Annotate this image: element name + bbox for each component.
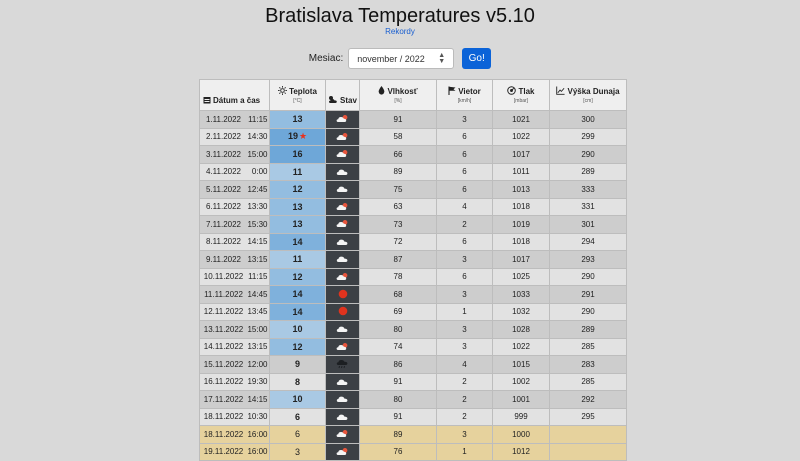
cloud-icon [336, 413, 349, 422]
date-value: 8.11.2022 [206, 237, 241, 247]
temperature-value: 12 [292, 341, 303, 352]
temperature-value: 11 [292, 166, 303, 177]
wind-cell: 2 [437, 408, 493, 426]
humidity-cell: 89 [360, 163, 437, 181]
condition-cell [326, 233, 360, 251]
table-row[interactable] [200, 286, 627, 304]
temperature-cell [270, 181, 326, 199]
pressure-cell: 1013 [493, 181, 550, 199]
cloud-icon [336, 185, 349, 194]
date-time-cell [200, 146, 270, 164]
date-time-cell [200, 321, 270, 339]
table-row[interactable] [200, 163, 627, 181]
column-header-label: Vlhkosť [387, 87, 418, 96]
column-header-hum[interactable] [360, 80, 437, 111]
column-header-stav[interactable] [326, 80, 360, 111]
condition-cell [326, 146, 360, 164]
condition-cell [326, 198, 360, 216]
date-time-cell [200, 391, 270, 409]
droplet-icon [378, 86, 385, 97]
humidity-cell: 76 [360, 443, 437, 461]
temperature-cell [270, 408, 326, 426]
pressure-cell: 1018 [493, 233, 550, 251]
condition-cell [326, 128, 360, 146]
pressure-cell: 999 [493, 408, 550, 426]
danube-level-cell: 300 [550, 111, 627, 129]
cloud-sun-icon [336, 343, 349, 352]
temperature-value: 19 [287, 131, 298, 142]
danube-level-cell: 289 [550, 163, 627, 181]
time-value: 14:45 [247, 289, 268, 299]
pressure-cell: 1017 [493, 146, 550, 164]
cloud-sun-icon [336, 220, 349, 229]
date-value: 18.11.2022 [203, 429, 244, 439]
time-value: 14:30 [247, 132, 268, 142]
condition-cell [326, 356, 360, 374]
date-value: 2.11.2022 [206, 132, 241, 142]
danube-level-cell: 285 [550, 373, 627, 391]
humidity-cell: 91 [360, 408, 437, 426]
wind-cell: 6 [437, 181, 493, 199]
cloud-icon [336, 168, 349, 177]
time-value: 13:45 [247, 307, 268, 317]
date-time-cell [200, 338, 270, 356]
wind-cell: 2 [437, 373, 493, 391]
temperature-cell [270, 373, 326, 391]
condition-cell [326, 286, 360, 304]
time-value: 14:15 [247, 394, 268, 404]
wind-cell: 1 [437, 443, 493, 461]
sun-icon [337, 309, 349, 318]
condition-cell [326, 268, 360, 286]
humidity-cell: 91 [360, 111, 437, 129]
table-row[interactable] [200, 198, 627, 216]
condition-cell [326, 303, 360, 321]
danube-level-cell: 290 [550, 268, 627, 286]
date-value: 15.11.2022 [203, 359, 244, 369]
temperature-value: 12 [292, 184, 303, 195]
cloud-sun-icon [336, 430, 349, 439]
date-time-cell [200, 198, 270, 216]
temperature-value: 9 [294, 359, 300, 370]
temperature-value: 16 [292, 149, 303, 160]
temperature-cell [270, 321, 326, 339]
rain-icon [336, 361, 349, 370]
pressure-cell: 1011 [493, 163, 550, 181]
column-header-unit: [°C] [293, 98, 302, 104]
temperature-value: 14 [292, 289, 303, 300]
wind-cell: 6 [437, 233, 493, 251]
condition-cell [326, 111, 360, 129]
date-time-cell [200, 286, 270, 304]
humidity-cell: 74 [360, 338, 437, 356]
time-value: 19:30 [247, 377, 268, 387]
pressure-cell: 1017 [493, 251, 550, 269]
wind-cell: 2 [437, 391, 493, 409]
flag-icon [448, 86, 456, 97]
temperature-value: 13 [292, 114, 303, 125]
column-header-label: Vietor [458, 87, 481, 96]
pressure-cell: 1012 [493, 443, 550, 461]
date-time-cell [200, 216, 270, 234]
pressure-cell: 1022 [493, 338, 550, 356]
table-body [200, 111, 627, 461]
column-header-label: Dátum a čas [213, 96, 261, 105]
danube-level-cell: 292 [550, 391, 627, 409]
temperature-value: 8 [294, 376, 300, 387]
danube-level-cell: 294 [550, 233, 627, 251]
record-star-icon: ★ [298, 131, 308, 142]
temperature-cell [270, 233, 326, 251]
danube-level-cell: 293 [550, 251, 627, 269]
wind-cell: 3 [437, 251, 493, 269]
temperature-cell [270, 356, 326, 374]
time-value: 11:15 [248, 114, 268, 124]
sun-icon [337, 292, 349, 301]
cloud-sun-icon [336, 273, 349, 282]
month-select-value: november / 2022 [357, 53, 425, 64]
condition-cell [326, 408, 360, 426]
time-value: 15:00 [247, 324, 268, 334]
cloud-icon [336, 325, 349, 334]
time-value: 15:00 [247, 149, 268, 159]
time-value: 12:00 [247, 359, 268, 369]
date-value: 12.11.2022 [203, 307, 244, 317]
column-header-wind[interactable] [437, 80, 493, 111]
cloud-sun-icon [328, 95, 338, 106]
date-value: 7.11.2022 [206, 219, 241, 229]
table-row[interactable] [200, 356, 627, 374]
temperature-value: 6 [294, 411, 300, 422]
column-header-unit: [km/h] [457, 98, 472, 104]
table-row[interactable] [200, 111, 627, 129]
go-button[interactable]: Go! [462, 48, 491, 69]
date-value: 14.11.2022 [203, 342, 244, 352]
condition-cell [326, 321, 360, 339]
danube-level-cell: 291 [550, 286, 627, 304]
humidity-cell: 80 [360, 391, 437, 409]
column-header-label: Výška Dunaja [567, 87, 620, 96]
cloud-icon [336, 255, 349, 264]
date-time-cell [200, 163, 270, 181]
pressure-cell: 1022 [493, 128, 550, 146]
date-time-cell [200, 303, 270, 321]
month-select[interactable] [348, 48, 454, 69]
condition-cell [326, 251, 360, 269]
pressure-cell: 1021 [493, 111, 550, 129]
gauge-icon [507, 86, 516, 97]
date-time-cell [200, 426, 270, 444]
temperature-value: 12 [292, 271, 303, 282]
temperature-cell [270, 338, 326, 356]
danube-level-cell: 301 [550, 216, 627, 234]
column-header-unit: [mbar] [513, 98, 529, 104]
wind-cell: 3 [437, 286, 493, 304]
temperature-cell [270, 303, 326, 321]
pressure-cell: 1001 [493, 391, 550, 409]
time-value: 16:00 [247, 447, 268, 457]
chart-line-icon [556, 86, 565, 97]
date-time-cell [200, 268, 270, 286]
time-value: 13:30 [247, 202, 268, 212]
cloud-sun-icon [336, 133, 349, 142]
time-value: 0:00 [251, 167, 268, 177]
cloud-sun-icon [336, 203, 349, 212]
date-value: 16.11.2022 [203, 377, 244, 387]
wind-cell: 3 [437, 321, 493, 339]
danube-level-cell: 295 [550, 408, 627, 426]
wind-cell: 6 [437, 128, 493, 146]
date-time-cell [200, 128, 270, 146]
wind-cell: 2 [437, 216, 493, 234]
cloud-sun-icon [336, 115, 349, 124]
month-label: Mesiac: [308, 53, 344, 64]
temperature-cell [270, 216, 326, 234]
condition-cell [326, 216, 360, 234]
humidity-cell: 89 [360, 426, 437, 444]
danube-level-cell [550, 426, 627, 444]
wind-cell: 6 [437, 268, 493, 286]
table-row[interactable] [200, 426, 627, 444]
danube-level-cell: 290 [550, 303, 627, 321]
danube-level-cell: 333 [550, 181, 627, 199]
date-value: 5.11.2022 [206, 184, 241, 194]
date-time-cell [200, 111, 270, 129]
humidity-cell: 73 [360, 216, 437, 234]
date-time-cell [200, 356, 270, 374]
date-value: 10.11.2022 [203, 272, 244, 282]
wind-cell: 3 [437, 111, 493, 129]
sun-icon [278, 86, 287, 97]
page-title: Bratislava Temperatures v5.10 [265, 5, 535, 27]
column-header-unit: [%] [394, 98, 402, 104]
time-value: 13:15 [247, 254, 268, 264]
condition-cell [326, 338, 360, 356]
table-row[interactable] [200, 216, 627, 234]
temperature-cell [270, 163, 326, 181]
column-header-label: Tlak [518, 87, 535, 96]
temperature-value: 10 [292, 324, 303, 335]
pressure-cell: 1002 [493, 373, 550, 391]
humidity-cell: 63 [360, 198, 437, 216]
pressure-cell: 1033 [493, 286, 550, 304]
wind-cell: 4 [437, 198, 493, 216]
table-row[interactable] [200, 321, 627, 339]
temperature-value: 3 [294, 446, 300, 457]
table-row[interactable] [200, 408, 627, 426]
table-header-row [200, 80, 627, 111]
table-row[interactable] [200, 268, 627, 286]
cloud-icon [336, 378, 349, 387]
temperature-cell [270, 111, 326, 129]
table-row[interactable] [200, 338, 627, 356]
table-row[interactable] [200, 233, 627, 251]
temperature-cell [270, 268, 326, 286]
danube-level-cell: 331 [550, 198, 627, 216]
date-value: 9.11.2022 [206, 254, 241, 264]
column-header-temp[interactable] [270, 80, 326, 111]
temperature-value: 14 [292, 306, 303, 317]
time-value: 16:00 [247, 429, 268, 439]
humidity-cell: 58 [360, 128, 437, 146]
temperature-value: 13 [292, 219, 303, 230]
humidity-cell: 78 [360, 268, 437, 286]
temperature-value: 11 [292, 254, 303, 265]
column-header-press[interactable] [493, 80, 550, 111]
date-time-cell [200, 233, 270, 251]
humidity-cell: 87 [360, 251, 437, 269]
date-value: 18.11.2022 [203, 412, 244, 422]
select-arrows-icon: ▲ ▼ [438, 51, 446, 65]
pressure-cell: 1018 [493, 198, 550, 216]
date-value: 3.11.2022 [206, 149, 241, 159]
pressure-cell: 1019 [493, 216, 550, 234]
date-time-cell [200, 373, 270, 391]
weather-table [199, 79, 627, 461]
temperature-cell [270, 286, 326, 304]
time-value: 15:30 [247, 219, 268, 229]
temperature-cell [270, 128, 326, 146]
pressure-cell: 1000 [493, 426, 550, 444]
pressure-cell: 1025 [493, 268, 550, 286]
temperature-value: 13 [292, 201, 303, 212]
pressure-cell: 1032 [493, 303, 550, 321]
time-value: 10:30 [247, 412, 268, 422]
table-row[interactable] [200, 373, 627, 391]
temperature-value: 10 [292, 394, 303, 405]
humidity-cell: 72 [360, 233, 437, 251]
table-row[interactable] [200, 251, 627, 269]
cloud-sun-icon [336, 448, 349, 457]
danube-level-cell: 289 [550, 321, 627, 339]
date-value: 17.11.2022 [203, 394, 244, 404]
humidity-cell: 68 [360, 286, 437, 304]
table-row[interactable] [200, 181, 627, 199]
date-value: 1.11.2022 [206, 114, 241, 124]
column-header-label: Teplota [289, 87, 317, 96]
cloud-sun-icon [336, 150, 349, 159]
date-time-cell [200, 181, 270, 199]
wind-cell: 3 [437, 338, 493, 356]
temperature-cell [270, 198, 326, 216]
date-value: 11.11.2022 [204, 289, 243, 299]
humidity-cell: 80 [360, 321, 437, 339]
humidity-cell: 91 [360, 373, 437, 391]
table-row[interactable] [200, 303, 627, 321]
date-value: 13.11.2022 [203, 324, 244, 334]
pressure-cell: 1028 [493, 321, 550, 339]
temperature-cell [270, 391, 326, 409]
date-time-cell [200, 408, 270, 426]
condition-cell [326, 163, 360, 181]
temperature-value: 6 [294, 429, 300, 440]
table-row[interactable] [200, 128, 627, 146]
humidity-cell: 86 [360, 356, 437, 374]
date-value: 19.11.2022 [203, 447, 244, 457]
column-header-unit: [cm] [583, 98, 593, 104]
wind-cell: 3 [437, 426, 493, 444]
temperature-cell [270, 251, 326, 269]
pressure-cell: 1015 [493, 356, 550, 374]
month-form [0, 48, 800, 69]
table-row[interactable] [200, 391, 627, 409]
calendar-icon [203, 96, 211, 106]
records-link[interactable]: Rekordy [385, 27, 415, 36]
cloud-icon [336, 238, 349, 247]
time-value: 11:15 [248, 272, 268, 282]
column-header-label: Stav [340, 96, 357, 105]
date-time-cell [200, 251, 270, 269]
date-value: 4.11.2022 [206, 167, 241, 177]
danube-level-cell: 299 [550, 128, 627, 146]
time-value: 13:15 [247, 342, 268, 352]
column-header-level[interactable] [550, 80, 627, 111]
temperature-cell [270, 146, 326, 164]
cloud-icon [336, 395, 349, 404]
humidity-cell: 69 [360, 303, 437, 321]
humidity-cell: 66 [360, 146, 437, 164]
condition-cell [326, 426, 360, 444]
temperature-value: 14 [292, 236, 303, 247]
danube-level-cell: 285 [550, 338, 627, 356]
danube-level-cell: 283 [550, 356, 627, 374]
wind-cell: 6 [437, 163, 493, 181]
wind-cell: 6 [437, 146, 493, 164]
date-value: 6.11.2022 [206, 202, 241, 212]
table-row[interactable] [200, 146, 627, 164]
condition-cell [326, 181, 360, 199]
column-header-date[interactable] [200, 80, 270, 111]
temperature-cell [270, 426, 326, 444]
danube-level-cell: 290 [550, 146, 627, 164]
wind-cell: 1 [437, 303, 493, 321]
wind-cell: 4 [437, 356, 493, 374]
condition-cell [326, 373, 360, 391]
time-value: 14:15 [247, 237, 268, 247]
humidity-cell: 75 [360, 181, 437, 199]
condition-cell [326, 391, 360, 409]
time-value: 12:45 [247, 184, 268, 194]
